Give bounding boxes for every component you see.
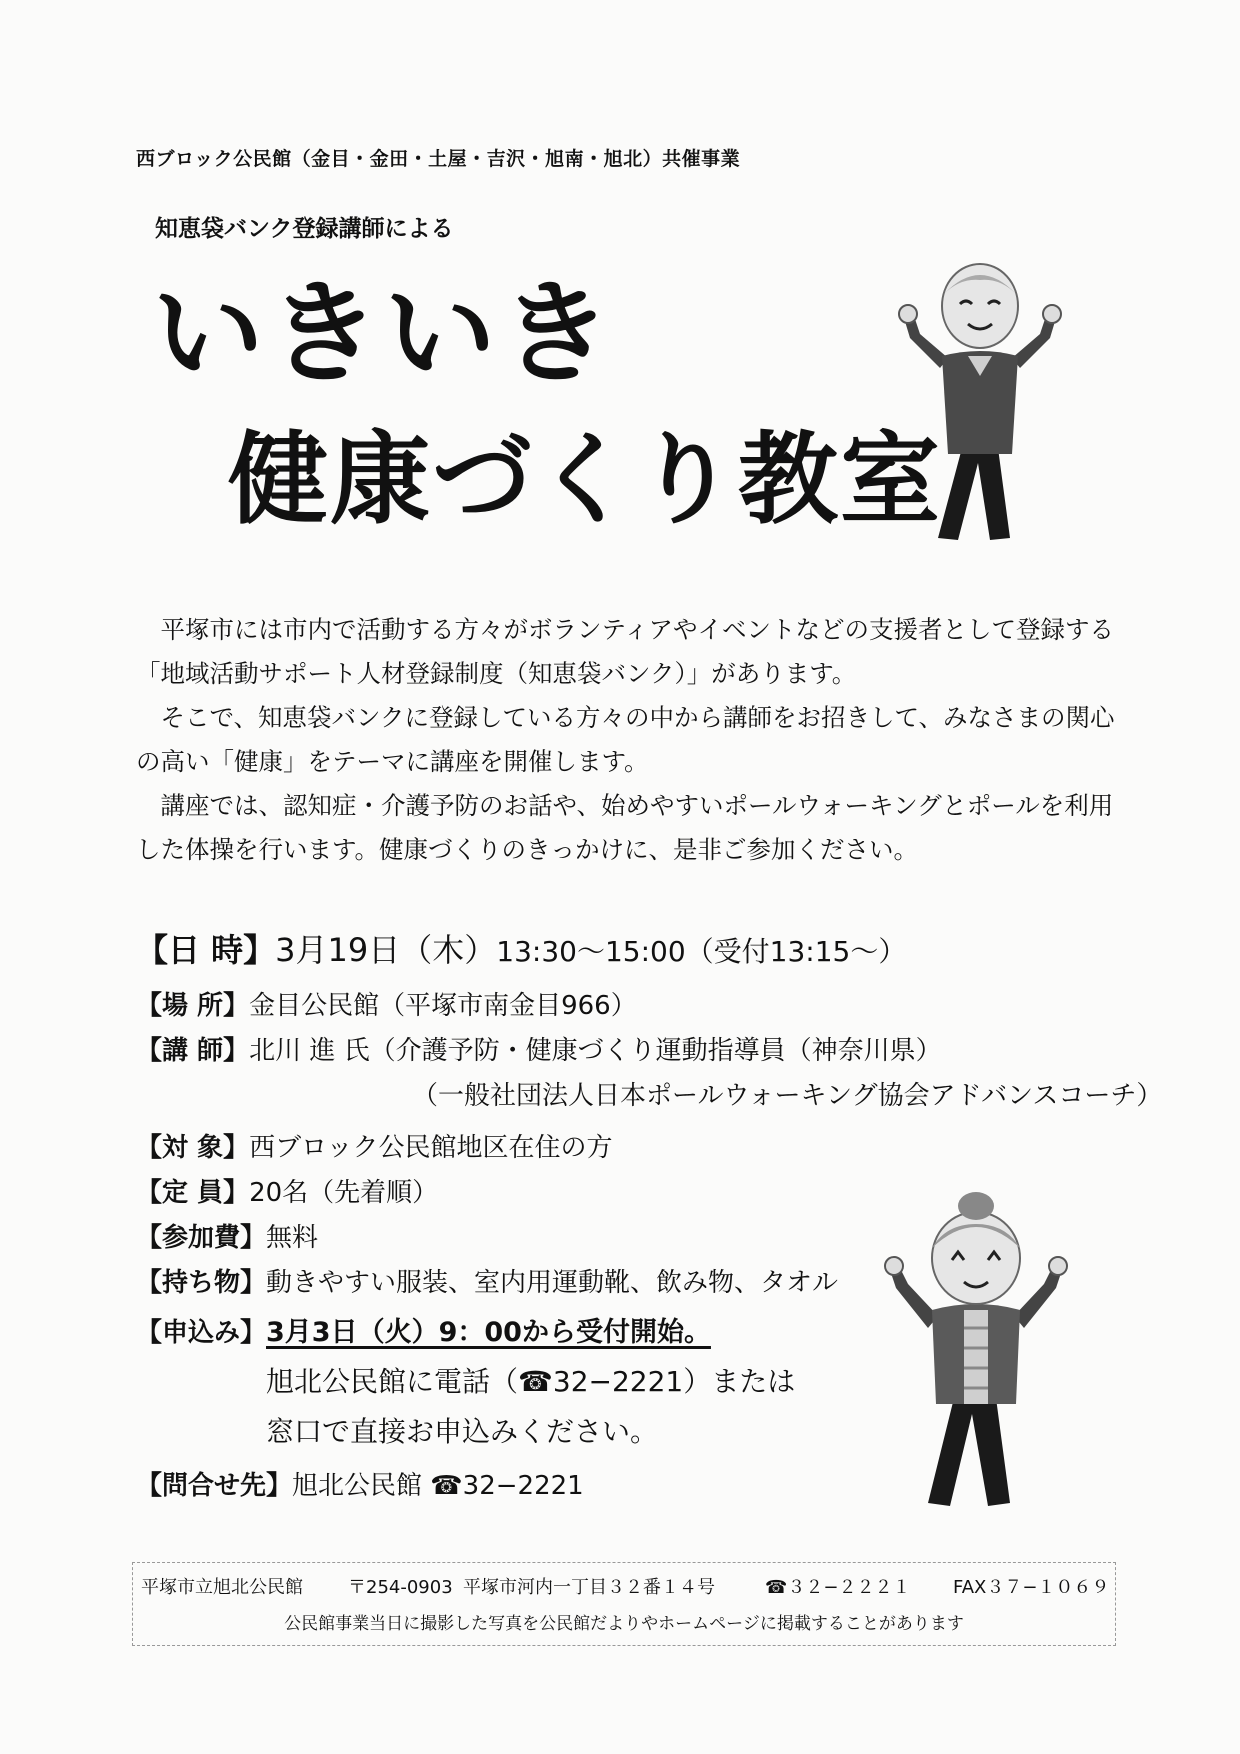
apply-phone-line: 旭北公民館に電話（☎32−2221）または	[266, 1365, 796, 1398]
target-label: 【対 象】	[136, 1133, 250, 1163]
bring-label: 【持ち物】	[136, 1268, 267, 1298]
bring-value: 動きやすい服装、室内用運動靴、飲み物、タオル	[266, 1268, 839, 1298]
fee-value: 無料	[266, 1223, 319, 1253]
elderly-woman-illustration	[866, 1178, 1086, 1518]
contact-value: 旭北公民館 ☎32−2221	[292, 1471, 584, 1501]
contact-label: 【問合せ先】	[136, 1471, 293, 1501]
target-row	[136, 1127, 613, 1164]
title-line-2: 健康づくり教室	[228, 421, 942, 538]
fee-label: 【参加費】	[136, 1223, 267, 1253]
lecturer-affiliation: （一般社団法人日本ポールウォーキング協会アドバンスコーチ）	[412, 1081, 1163, 1111]
apply-label: 【申込み】	[136, 1318, 267, 1348]
elderly-man-illustration	[880, 258, 1080, 558]
footer-postal: 〒254-0903	[348, 1577, 453, 1598]
byline: 知恵袋バンク登録講師による	[155, 216, 454, 242]
apply-counter-line: 窓口で直接お申込みください。	[266, 1415, 659, 1448]
fee-row	[136, 1217, 318, 1254]
place-label: 【場 所】	[136, 991, 250, 1021]
intro-text	[136, 608, 1116, 872]
capacity-row	[136, 1172, 438, 1209]
lecturer-label: 【講 師】	[136, 1036, 250, 1066]
datetime-date: 3月19日（木）	[275, 931, 497, 969]
capacity-label: 【定 員】	[136, 1178, 250, 1208]
datetime-time: 13:30～15:00（受付13:15～）	[496, 935, 907, 968]
footer-address: 平塚市河内一丁目３２番１４号	[463, 1577, 715, 1598]
footer-fax: FAX３７−１０６９	[953, 1577, 1110, 1598]
intro-paragraph-3: 講座では、認知症・介護予防のお話や、始めやすいポールウォーキングとポールを利用した体操を行います。健康づくりのきっかけに、是非ご参加ください。	[136, 791, 1114, 864]
intro-paragraph-2: そこで、知恵袋バンクに登録している方々の中から講師をお招きして、みなさまの関心の高い「健康」をテーマに講座を開催します。	[136, 703, 1115, 776]
footer	[132, 1562, 1116, 1646]
bring-row	[136, 1262, 838, 1299]
footer-photo-notice: 公民館事業当日に撮影した写真を公民館だよりやホームページに掲載することがあります	[284, 1614, 964, 1634]
footer-tel: ☎３２−２２２１	[765, 1577, 911, 1598]
capacity-value: 20名（先着順）	[249, 1178, 439, 1208]
datetime-label: 【日 時】	[136, 931, 276, 969]
contact-row	[136, 1465, 584, 1502]
footer-org: 平塚市立旭北公民館	[141, 1577, 303, 1598]
apply-row	[136, 1310, 711, 1349]
title-line-1: いきいき	[152, 269, 616, 399]
lecturer-value: 北川 進 氏（介護予防・健康づくり運動指導員（神奈川県）	[249, 1036, 942, 1066]
apply-value: 3月3日（火）9：00から受付開始。	[266, 1317, 711, 1348]
lecturer-row	[136, 1030, 942, 1067]
datetime-row	[136, 925, 906, 971]
cosponsor-line: 西ブロック公民館（金目・金田・土屋・吉沢・旭南・旭北）共催事業	[136, 148, 741, 170]
target-value: 西ブロック公民館地区在住の方	[249, 1133, 613, 1163]
place-row	[136, 985, 637, 1022]
place-value: 金目公民館（平塚市南金目966）	[249, 991, 637, 1021]
intro-paragraph-1: 平塚市には市内で活動する方々がボランティアやイベントなどの支援者として登録する「地域活動サポート人材登録制度（知恵袋バンク）」があります。	[136, 615, 1115, 688]
